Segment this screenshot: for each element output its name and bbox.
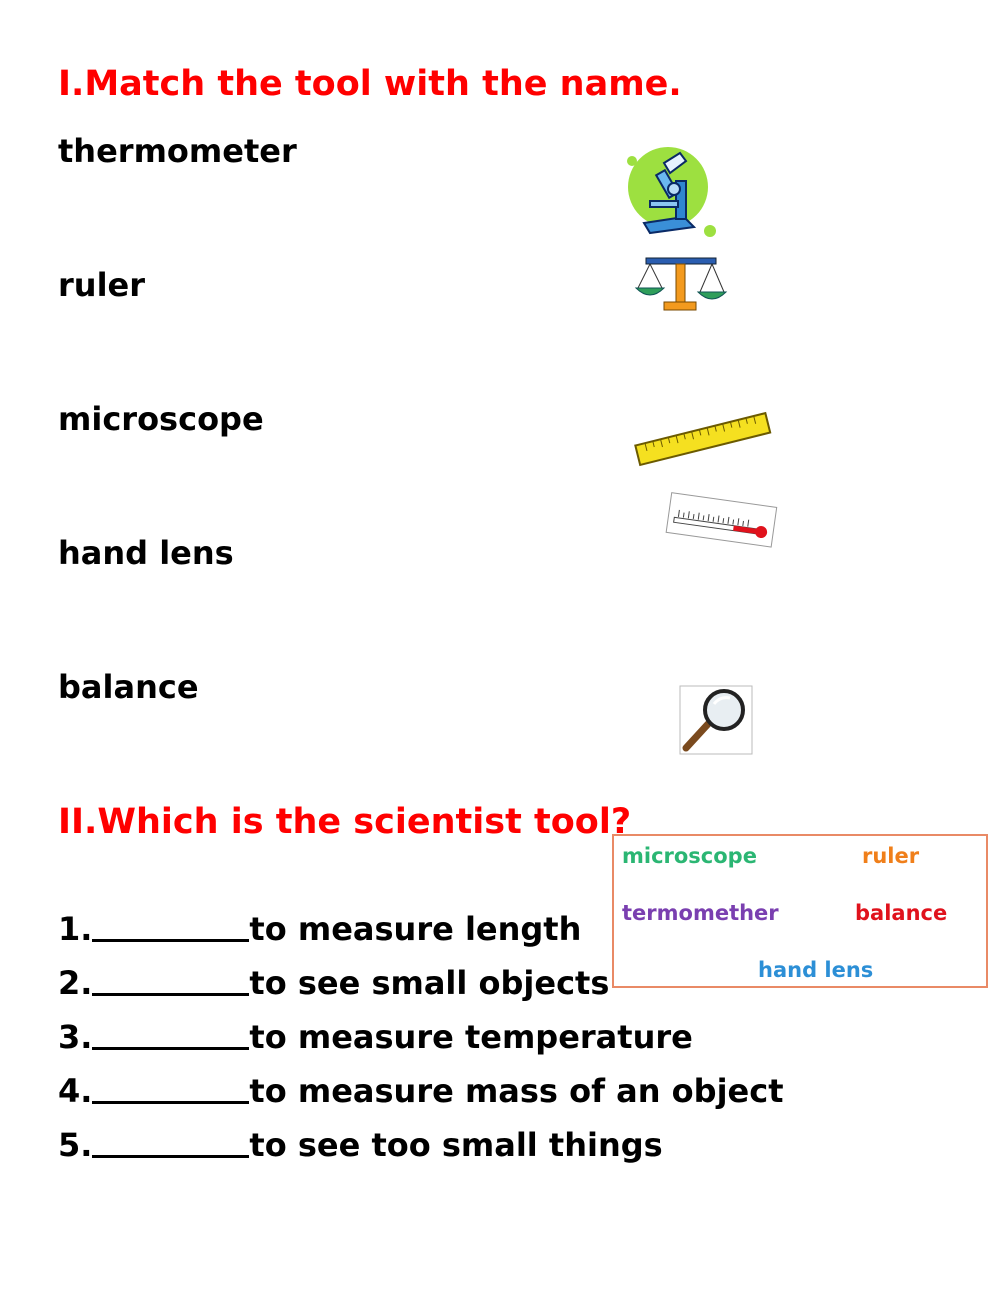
word-bank-box [612,834,988,988]
word-balance: balance [58,668,199,706]
question-text: to measure temperature [249,1018,693,1056]
word-hand-lens: hand lens [58,534,234,572]
question-text: to see too small things [249,1126,663,1164]
answer-blank[interactable] [92,1073,249,1104]
question-3 [58,1018,693,1056]
question-text: to measure mass of an object [249,1072,784,1110]
word-bank-microscope: microscope [622,844,757,868]
question-1 [58,910,581,948]
answer-blank[interactable] [92,965,249,996]
answer-blank[interactable] [92,911,249,942]
question-number: 2. [58,964,93,1002]
section-2-heading: II.Which is the scientist tool? [58,802,632,842]
word-ruler: ruler [58,266,146,304]
question-number: 5. [58,1126,93,1164]
section-1-heading: I.Match the tool with the name. [58,64,682,104]
question-2 [58,964,609,1002]
hand-lens-picture [678,684,754,756]
ruler-picture [630,405,776,475]
question-5 [58,1126,663,1164]
word-microscope: microscope [58,400,264,438]
question-number: 4. [58,1072,93,1110]
thermometer-picture [664,488,780,558]
question-4 [58,1072,784,1110]
word-bank-ruler: ruler [862,844,920,868]
microscope-picture [624,145,720,239]
question-number: 3. [58,1018,93,1056]
question-text: to see small objects [249,964,610,1002]
answer-blank[interactable] [92,1127,249,1158]
answer-blank[interactable] [92,1019,249,1050]
word-bank-termomether: termomether [622,901,779,925]
question-number: 1. [58,910,93,948]
word-thermometer: thermometer [58,132,297,170]
question-text: to measure length [249,910,582,948]
balance-picture [632,254,728,314]
word-bank-hand-lens: hand lens [758,958,874,982]
word-bank-balance: balance [855,901,948,925]
